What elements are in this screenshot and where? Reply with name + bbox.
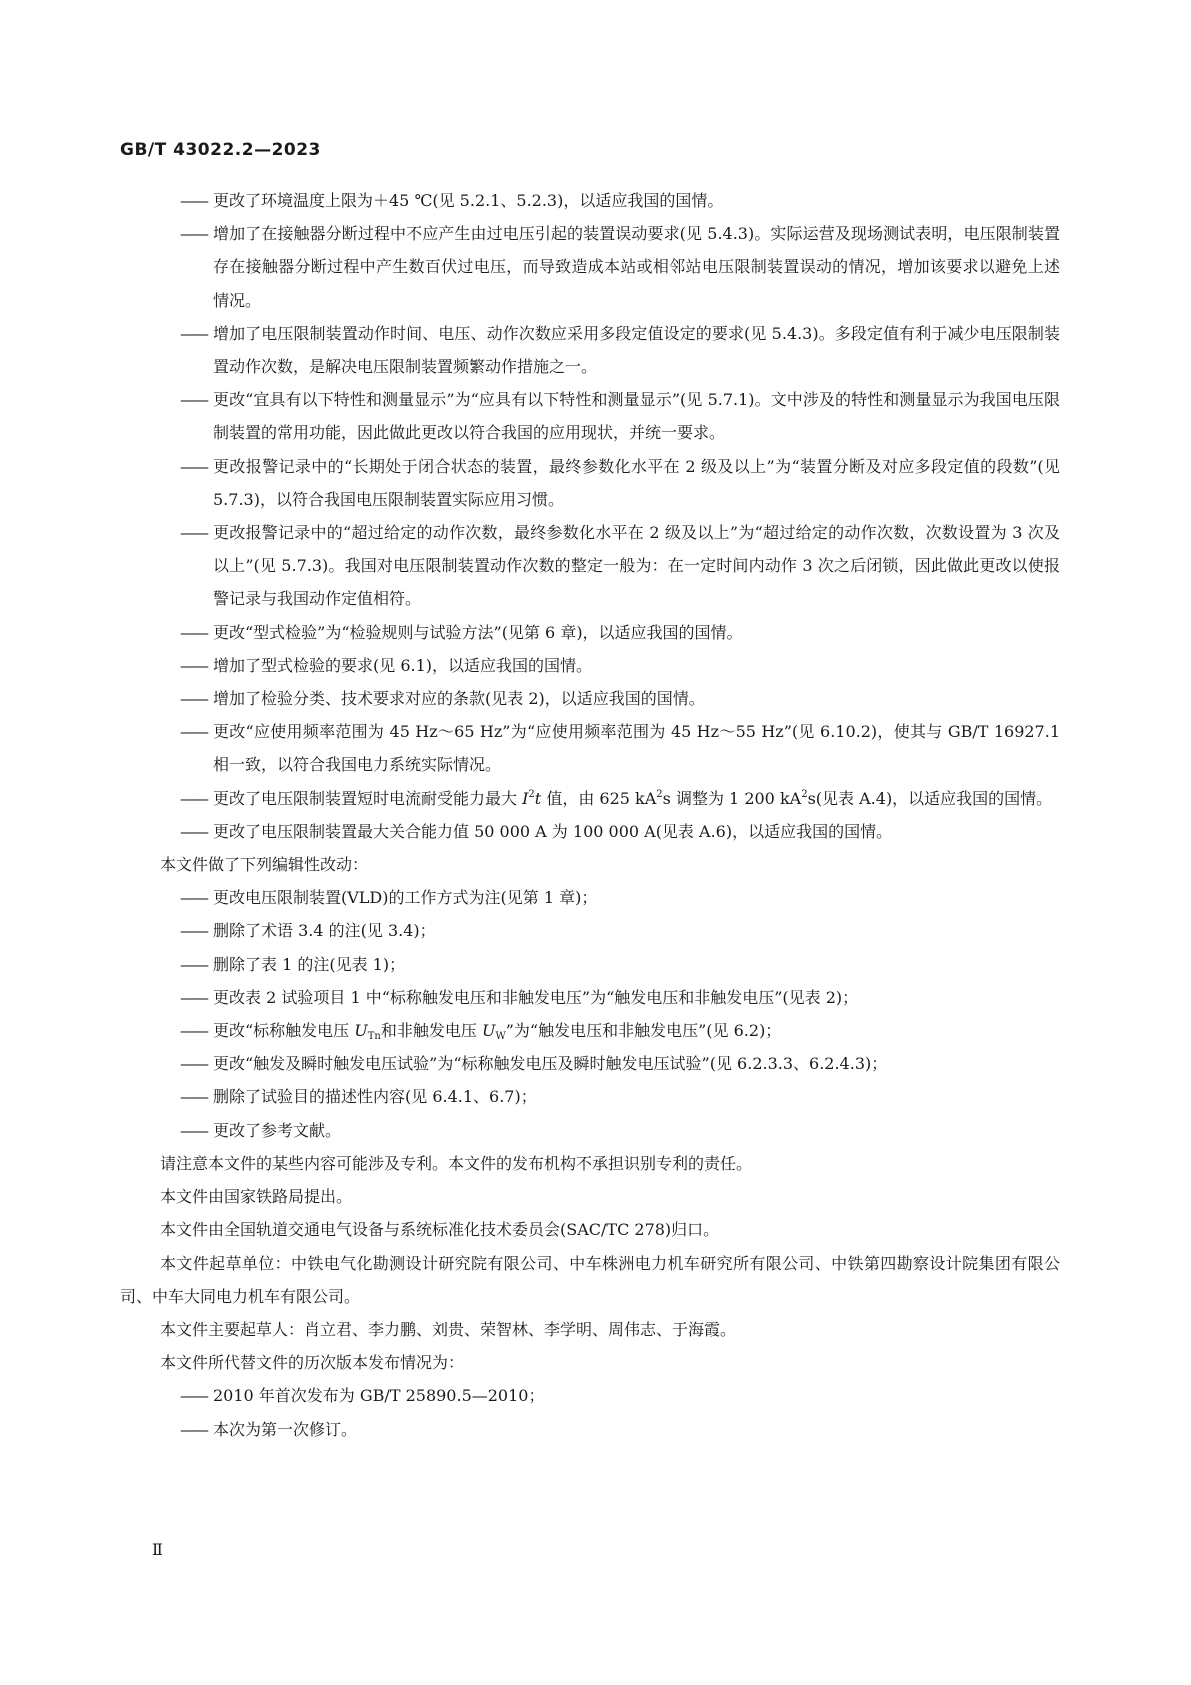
history-text: 2010 年首次发布为 GB/T 25890.5—2010；	[213, 1386, 545, 1406]
history-intro: 本文件所代替文件的历次版本发布情况为：	[160, 1353, 465, 1373]
utn-suffix: ”为“触发电压和非触发电压”(见 6.2)；	[505, 1021, 782, 1041]
change-item	[120, 516, 1060, 616]
i2t-middle2: s 调整为 1 200 kA	[662, 788, 802, 808]
page-number: Ⅱ	[152, 1540, 163, 1559]
dash-marker: ——	[180, 1054, 206, 1074]
exponent: 2	[528, 788, 535, 800]
change-item	[120, 616, 1060, 649]
change-item	[120, 217, 1060, 317]
utn-prefix: 更改“标称触发电压	[213, 1021, 355, 1041]
exponent: 2	[801, 788, 808, 800]
foreword-body	[120, 184, 1060, 1446]
change-text: 更改“宜具有以下特性和测量显示”为“应具有以下特性和测量显示”(见 5.7.1)。文中涉及的特性和测量显示为我国电压限制装置的常用功能，因此做此更改以符合我国的应用现状，并统一要求。	[213, 390, 1060, 443]
history-item	[120, 1379, 1060, 1412]
dash-marker: ——	[180, 456, 206, 476]
var-t: t	[534, 788, 542, 808]
history-item	[120, 1413, 1060, 1446]
dash-marker: ——	[180, 1419, 206, 1439]
editorial-item	[120, 914, 1060, 947]
dash-marker: ——	[180, 622, 206, 642]
editorial-text: 更改“触发及瞬时触发电压试验”为“标称触发电压及瞬时触发电压试验”(见 6.2.3.3、6.2.4.3)；	[213, 1054, 888, 1074]
editorial-item	[120, 948, 1060, 981]
proposer: 本文件由国家铁路局提出。	[160, 1187, 353, 1207]
dash-marker: ——	[180, 323, 206, 343]
change-text: 增加了在接触器分断过程中不应产生由过电压引起的装置误动要求(见 5.4.3)。实际运营及现场测试表明，电压限制装置存在接触器分断过程中产生数百伏过电压，而导致造成本站或相邻站电压限制装置误动的情况，增加该要求以避免上述情况。	[213, 224, 1060, 310]
dash-marker: ——	[180, 1120, 206, 1140]
dash-marker: ——	[180, 921, 206, 941]
history-text: 本次为第一次修订。	[213, 1419, 358, 1439]
editorial-item	[120, 1047, 1060, 1080]
editorial-item	[120, 981, 1060, 1014]
change-item	[120, 649, 1060, 682]
change-item	[120, 715, 1060, 781]
exponent: 2	[656, 788, 663, 800]
change-text: 更改了环境温度上限为＋45 ℃(见 5.2.1、5.2.3)，以适应我国的国情。	[213, 191, 724, 210]
var-u: U	[354, 1021, 368, 1041]
editorial-item	[120, 1114, 1060, 1147]
dash-marker: ——	[180, 1021, 206, 1041]
change-text: 更改了电压限制装置最大关合能力值 50 000 A 为 100 000 A(见表 A.6)，以适应我国的国情。	[213, 821, 893, 841]
dash-marker: ——	[180, 689, 206, 709]
editorial-text: 删除了表 1 的注(见表 1)；	[213, 954, 406, 974]
editorial-intro: 本文件做了下列编辑性改动：	[160, 855, 369, 875]
drafters: 本文件主要起草人：肖立君、李力鹏、刘贵、荣智林、李学明、周伟志、于海霞。	[160, 1319, 737, 1339]
dash-marker: ——	[180, 191, 206, 210]
dash-marker: ——	[180, 1386, 206, 1406]
i2t-prefix: 更改了电压限制装置短时电流耐受能力最大	[213, 788, 523, 808]
dash-marker: ——	[180, 722, 206, 742]
dash-marker: ——	[180, 224, 206, 244]
change-item	[120, 815, 1060, 848]
change-item	[120, 383, 1060, 449]
dash-marker: ——	[180, 390, 206, 410]
dash-marker: ——	[180, 888, 206, 908]
change-text: 更改报警记录中的“长期处于闭合状态的装置，最终参数化水平在 2 级及以上”为“装置分断及对应多段定值的段数”(见 5.7.3)，以符合我国电压限制装置实际应用习惯。	[213, 456, 1060, 509]
editorial-item-utn	[120, 1014, 1060, 1047]
subscript-tn: Tn	[367, 1031, 381, 1043]
dash-marker: ——	[180, 788, 206, 808]
change-text: 更改“应使用频率范围为 45 Hz～65 Hz”为“应使用频率范围为 45 Hz～55 Hz”(见 6.10.2)，使其与 GB/T 16927.1 相一致，以符合我国电力系统实际情况。	[213, 722, 1060, 775]
change-text: 增加了电压限制装置动作时间、电压、动作次数应采用多段定值设定的要求(见 5.4.3)。多段定值有利于减少电压限制装置动作次数，是解决电压限制装置频繁动作措施之一。	[213, 323, 1060, 377]
change-text: 增加了型式检验的要求(见 6.1)，以适应我国的国情。	[213, 655, 593, 675]
i2t-middle: 值，由 625 kA	[541, 788, 657, 808]
change-item	[120, 317, 1060, 383]
standard-number: GB/T 43022.2—2023	[120, 140, 321, 160]
patent-notice: 请注意本文件的某些内容可能涉及专利。本文件的发布机构不承担识别专利的责任。	[160, 1153, 753, 1173]
editorial-item	[120, 881, 1060, 914]
dash-marker: ——	[180, 821, 206, 841]
editorial-text: 更改了参考文献。	[213, 1120, 342, 1140]
change-text: 更改报警记录中的“超过给定的动作次数，最终参数化水平在 2 级及以上”为“超过给定的动作次数，次数设置为 3 次及以上”(见 5.7.3)。我国对电压限制装置动作次数的整定一般为：在一定时间内动作 3 次之后闭锁，因此做此更改以使报警记录与我国动作定值相符。	[213, 523, 1060, 609]
editorial-item	[120, 1080, 1060, 1113]
editorial-text: 更改电压限制装置(VLD)的工作方式为注(见第 1 章)；	[213, 888, 598, 908]
dash-marker: ——	[180, 954, 206, 974]
dash-marker: ——	[180, 1087, 206, 1107]
editorial-text: 删除了术语 3.4 的注(见 3.4)；	[213, 921, 436, 941]
change-text: 更改“型式检验”为“检验规则与试验方法”(见第 6 章)，以适应我国的国情。	[213, 622, 743, 642]
dash-marker: ——	[180, 655, 206, 675]
change-item	[120, 450, 1060, 516]
dash-marker: ——	[180, 523, 206, 543]
change-item-i2t	[120, 782, 1060, 815]
editorial-text: 更改表 2 试验项目 1 中“标称触发电压和非触发电压”为“触发电压和非触发电压”(见表 2)；	[213, 987, 859, 1007]
var-i: I	[522, 788, 529, 808]
technical-committee: 本文件由全国轨道交通电气设备与系统标准化技术委员会(SAC/TC 278)归口。	[160, 1220, 720, 1240]
utn-middle: 和非触发电压	[380, 1021, 482, 1041]
change-item	[120, 184, 1060, 217]
dash-marker: ——	[180, 987, 206, 1007]
var-u: U	[481, 1021, 496, 1041]
change-text: 增加了检验分类、技术要求对应的条款(见表 2)，以适应我国的国情。	[213, 689, 705, 709]
change-item	[120, 682, 1060, 715]
i2t-suffix: s(见表 A.4)，以适应我国的国情。	[807, 788, 1053, 808]
subscript-w: W	[495, 1031, 506, 1043]
editorial-text: 删除了试验目的描述性内容(见 6.4.1、6.7)；	[213, 1087, 537, 1107]
drafting-units: 本文件起草单位：中铁电气化勘测设计研究院有限公司、中车株洲电力机车研究所有限公司、中铁第四勘察设计院集团有限公司、中车大同电力机车有限公司。	[120, 1253, 1060, 1306]
